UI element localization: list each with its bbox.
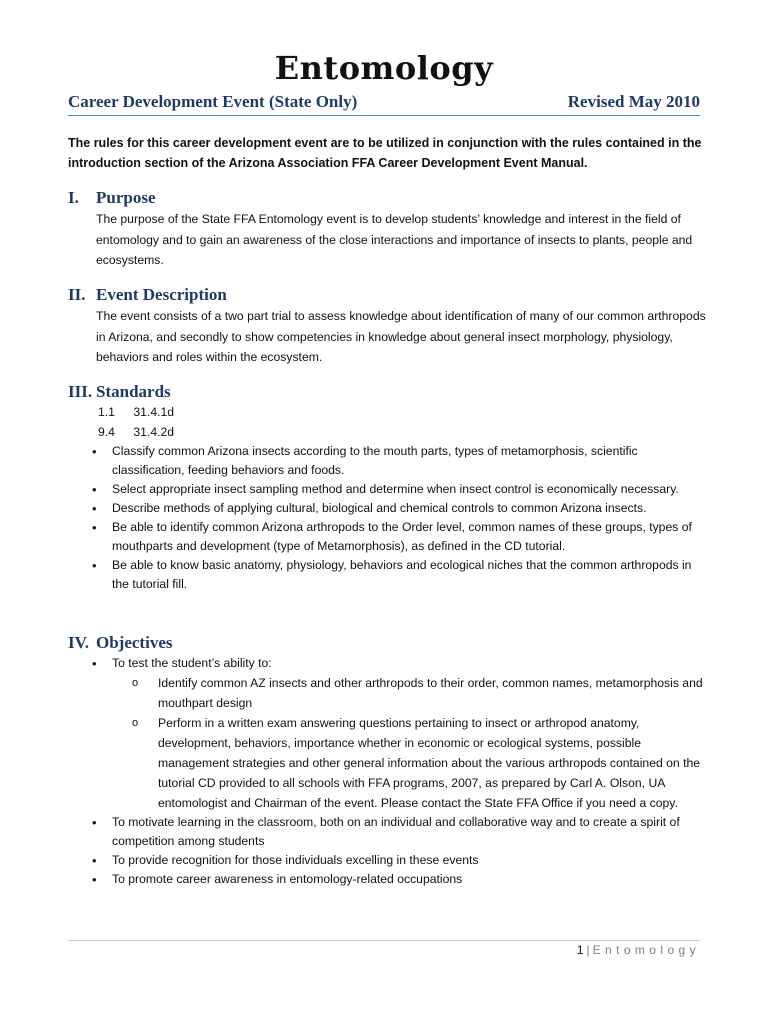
intro-paragraph: The rules for this career development event are to be utilized in conjunction with the rules contained in the introduction section of the Arizona Association FFA Career Development Event Manual. [68,136,702,170]
footer-doc-name: Entomology [592,943,700,957]
page-footer [577,943,700,957]
list-item: • To test the student’s ability to: [112,654,708,673]
footer-divider [68,940,700,941]
standards-list [68,442,708,594]
section-purpose [68,187,708,271]
subtitle-row [68,92,700,116]
objectives-list [68,654,708,673]
section-heading [68,187,708,209]
list-item: • To provide recognition for those individuals excelling in these events [112,851,708,870]
section-number: IV. [68,633,89,652]
sub-list-item: o Identify common AZ insects and other arthropods to their order, common names, metamorphosis and mouthpart design [158,673,708,713]
standard-code: 31.4.1d [133,405,175,419]
list-item: • Select appropriate insect sampling method and determine when insect control is economically necessary. [112,480,708,499]
standard-code: 31.4.2d [133,424,175,439]
section-event-description [68,284,708,368]
list-item: • To promote career awareness in entomology-related occupations [112,870,708,889]
section-body: The purpose of the State FFA Entomology event is to develop students’ knowledge and interest in the field of entomology and to gain an awareness of the close interactions and importance of insects to plants, people and ecosystems. [96,212,693,267]
section-standards [68,381,708,594]
section-number: I. [68,188,79,207]
section-number: II. [68,285,86,304]
event-subtitle: Career Development Event (State Only) [68,92,358,111]
list-item: • To motivate learning in the classroom, both on an individual and collaborative way and to create a spirit of competition among students [112,813,708,851]
section-number: III. [68,382,93,401]
list-item: • Be able to know basic anatomy, physiology, behaviors and ecological niches that the common arthropods in the tutorial fill. [112,556,708,594]
standard-code-line [98,423,708,443]
list-item: • Classify common Arizona insects according to the mouth parts, types of metamorphosis, scientific classification, feeding behaviors and foods. [112,442,708,480]
section-title: Event Description [96,285,227,304]
section-heading [68,632,708,654]
page-number: 1 [576,943,584,957]
section-heading [68,284,708,306]
section-title: Purpose [96,188,156,207]
objectives-sublist [68,673,708,813]
document-title: Entomology [274,49,494,87]
revision-date: Revised May 2010 [567,92,700,111]
section-objectives [68,632,708,889]
standard-number: 1.1 [98,405,115,419]
section-heading [68,381,708,403]
section-title: Standards [96,382,171,401]
section-body: The event consists of a two part trial to assess knowledge about identification of many of our common arthropods in Arizona, and secondly to show competencies in knowledge about general insect morphology, physiology, behaviors and roles within the ecosystem. [96,309,706,364]
sub-list-item: o Perform in a written exam answering questions pertaining to insect or arthropod anatomy, development, behaviors, importance whether in economic or ecological systems, possible management strategies and other general information about the various arthropods contained on the tutorial CD provided to all schools with FFA programs, 2007, as prepared by Carl A. Olson, UA entomologist and Chairman of the event. Please contact the State FFA Office if you need a copy. [158,713,708,813]
list-item: • Describe methods of applying cultural, biological and chemical controls to common Arizona insects. [112,499,708,518]
objectives-list-continued [68,813,708,889]
list-item: • Be able to identify common Arizona arthropods to the Order level, common names of these groups, types of mouthparts and development (type of Metamorphosis), as defined in the CD tutorial. [112,518,708,556]
standard-code-line [98,403,708,423]
footer-separator: | [586,943,590,957]
section-title: Objectives [96,633,173,652]
standard-number: 9.4 [98,424,115,439]
